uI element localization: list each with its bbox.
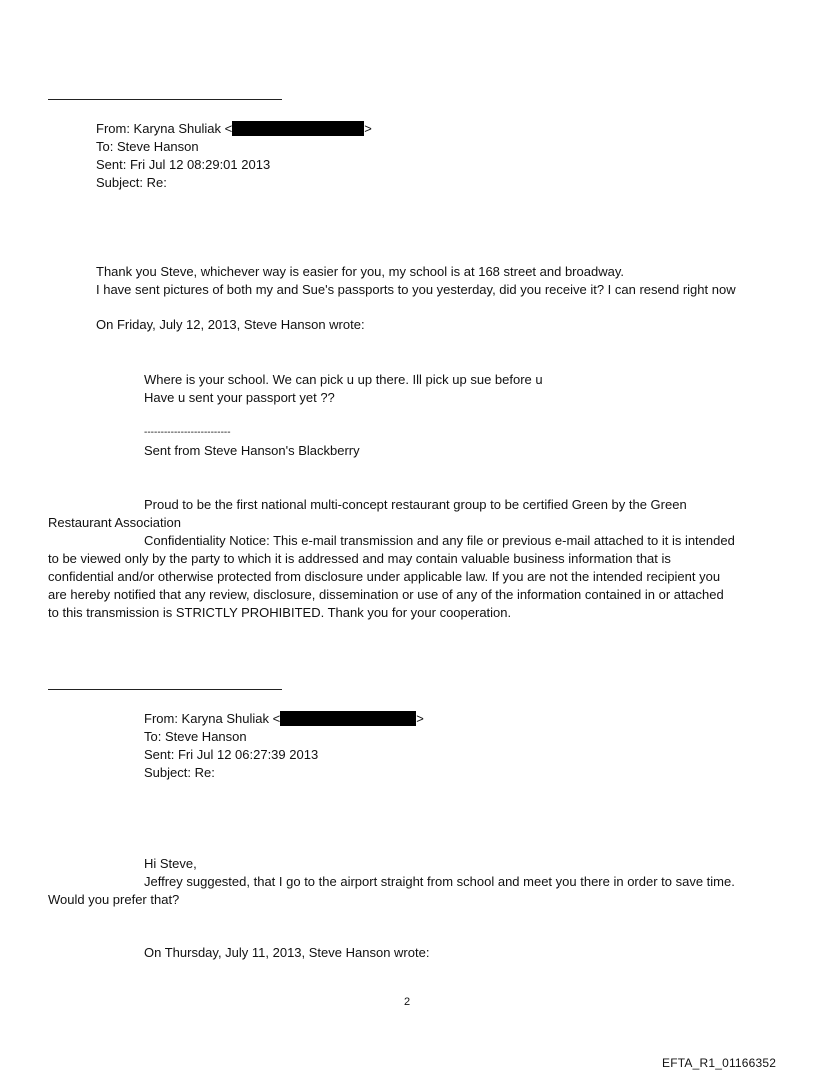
- email-header-sent: Sent: Fri Jul 12 06:27:39 2013: [144, 747, 319, 762]
- quoted-body-line: Where is your school. We can pick u up there. Ill pick up sue before u: [144, 372, 543, 387]
- email-body-line: Thank you Steve, whichever way is easier for you, my school is at 168 street and broadway.: [96, 264, 624, 279]
- email-header-subject: Subject: Re:: [96, 175, 167, 190]
- quoted-body-line: Have u sent your passport yet ??: [144, 390, 335, 405]
- email-header-from: [96, 120, 372, 138]
- email-header-from: [144, 710, 424, 728]
- email-header-sent: Sent: Fri Jul 12 08:29:01 2013: [96, 157, 271, 172]
- email-greeting: Hi Steve,: [144, 856, 197, 871]
- email-body-line: Would you prefer that?: [48, 892, 180, 907]
- email-header-to: To: Steve Hanson: [96, 139, 199, 154]
- separator-rule: [48, 99, 282, 100]
- from-close: >: [364, 121, 372, 136]
- from-label: From: Karyna Shuliak <: [96, 121, 233, 136]
- signature-dashes: --------------------------: [144, 427, 231, 438]
- redaction-block: [232, 121, 364, 136]
- from-close: >: [416, 711, 424, 726]
- separator-rule: [48, 689, 282, 690]
- email-header-to: To: Steve Hanson: [144, 729, 247, 744]
- page-number: 2: [404, 996, 411, 1008]
- confidentiality-notice-line: Confidentiality Notice: This e-mail transmission and any file or previous e-mail attached to it is intended: [144, 533, 735, 548]
- from-label: From: Karyna Shuliak <: [144, 711, 281, 726]
- email-body-line: I have sent pictures of both my and Sue's passports to you yesterday, did you receive it? I can resend right now: [96, 282, 736, 297]
- email-header-subject: Subject: Re:: [144, 765, 215, 780]
- footer-line: Restaurant Association: [48, 515, 181, 530]
- confidentiality-notice-line: are hereby notified that any review, disclosure, dissemination or use of any of the information contained in or attached: [48, 587, 724, 602]
- email-body-line: Jeffrey suggested, that I go to the airport straight from school and meet you there in order to save time.: [144, 874, 735, 889]
- confidentiality-notice-line: to be viewed only by the party to which it is addressed and may contain valuable business information that is: [48, 551, 671, 566]
- quoted-header: On Thursday, July 11, 2013, Steve Hanson wrote:: [144, 945, 430, 960]
- redaction-block: [280, 711, 416, 726]
- bates-number: EFTA_R1_01166352: [662, 1056, 777, 1070]
- signature-text: Sent from Steve Hanson's Blackberry: [144, 443, 360, 458]
- quoted-header: On Friday, July 12, 2013, Steve Hanson wrote:: [96, 317, 365, 332]
- confidentiality-notice-line: confidential and/or otherwise protected from disclosure under applicable law. If you are not the intended recipient you: [48, 569, 721, 584]
- confidentiality-notice-line: to this transmission is STRICTLY PROHIBITED. Thank you for your cooperation.: [48, 605, 512, 620]
- footer-line: Proud to be the first national multi-concept restaurant group to be certified Green by the Green: [144, 497, 687, 512]
